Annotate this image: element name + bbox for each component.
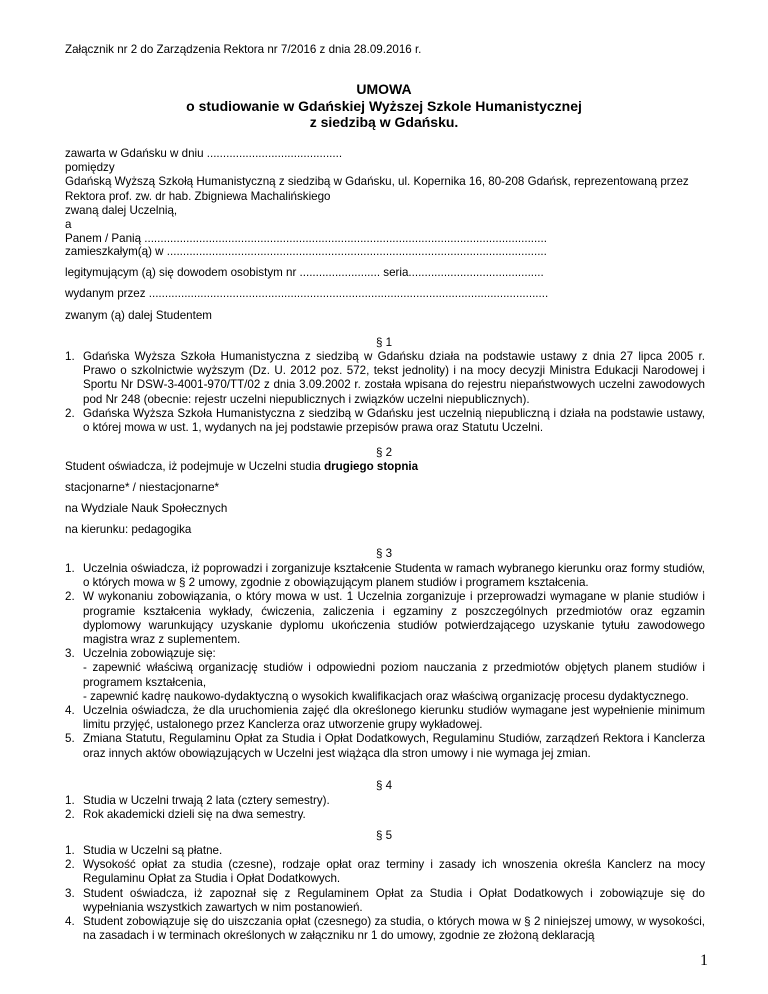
faculty-line: na Wydziale Nauk Społecznych xyxy=(65,502,228,515)
section-3-heading: § 3 xyxy=(375,547,393,560)
section-5-heading: § 5 xyxy=(375,829,393,842)
and-line: a xyxy=(65,218,72,232)
page-number: 1 xyxy=(700,952,708,969)
list-item: 5. Zmiana Statutu, Regulaminu Opłat za Studia i Opłat Dodatkowych, Regulaminu Studiów, zarządzeń Rektora i Kanclerza oraz innych aktów obowiązujących w Uczelni jest wiążąca dla stron umowy i nie wymaga jej zmian. xyxy=(65,732,705,760)
residence-line: zamieszkałym(ą) w ...................................................................................................................... xyxy=(65,245,547,258)
sub-item: - zapewnić właściwą organizację studiów i odpowiedni poziom nauczania z przedmiotów objętych planem studiów i programem kształcenia, xyxy=(83,661,705,689)
school-line-1: Gdańską Wyższą Szkołą Humanistyczną z siedzibą w Gdańsku, ul. Kopernika 16, 80-208 Gdańsk, reprezentowaną przez xyxy=(65,175,689,189)
list-item: 4. Student zobowiązuje się do uiszczania opłat (czesnego) za studia, o których mowa w § 2 niniejszej umowy, w wysokości, na zasadach i w terminach określonych w załączniku nr 1 do umowy, zgodnie ze złożoną deklaracją xyxy=(65,915,705,943)
list-item: 3. Student oświadcza, iż zapoznał się z Regulaminem Opłat za Studia i Opłat Dodatkowych i zobowiązuje się do wypełniania wszystkich zawartych w nim postanowień. xyxy=(65,886,705,914)
person-line: Panem / Panią ............................................................................................................................. xyxy=(65,232,547,246)
title-line-3: z siedzibą w Gdańsku. xyxy=(309,114,459,130)
list-item: 3. Uczelnia zobowiązuje się: - zapewnić właściwą organizację studiów i odpowiedni poziom nauczania z przedmiotów objętych planem studiów i programem kształcenia, - zapewnić kadrę naukowo-dydaktyczną o wysokich kwalifikacjach oraz właściwą organizację procesu dydaktycznego. xyxy=(65,647,705,703)
section-1-heading: § 1 xyxy=(375,336,393,349)
section-1-list xyxy=(65,350,705,435)
id-document-line: legitymującym (ą) się dowodem osobistym nr ......................... seria.......................................... xyxy=(65,266,544,279)
list-item: 2. Gdańska Wyższa Szkoła Humanistyczna z siedzibą w Gdańsku jest uczelnią niepubliczną i działa na podstawie ustawy, o której mowa w ust. 1, wydanych na jej podstawie przepisów prawa oraz Statutu Uczelni. xyxy=(65,406,705,435)
section-4-heading: § 4 xyxy=(375,779,393,792)
school-line-2: Rektora prof. zw. dr hab. Zbigniewa Machalińskiego xyxy=(65,189,331,203)
study-mode-line: stacjonarne* / niestacjonarne* xyxy=(65,481,220,494)
between-line: pomiędzy xyxy=(65,161,115,175)
field-of-study-line: na kierunku: pedagogika xyxy=(65,523,192,536)
title-line-1: UMOWA xyxy=(356,81,412,97)
list-item: 1. Gdańska Wyższa Szkoła Humanistyczna z siedzibą w Gdańsku działa na podstawie ustawy z dnia 27 lipca 2005 r. Prawo o szkolnictwie wyższym (Dz. U. 2012 poz. 572, tekst jednolity) i na mocy decyzji Ministra Edukacji Narodowej i Sportu Nr DSW-3-4001-970/TT/02 z dnia 3.09.2002 r. została wpisana do rejestru niepaństwowych uczelni zawodowych pod Nr 248 (obecnie: rejestr uczelni niepublicznych i związków uczelni niepublicznych). xyxy=(65,350,705,406)
parties-block xyxy=(65,147,705,246)
list-item: 2. Wysokość opłat za studia (czesne), rodzaje opłat oraz terminy i zasady ich wnoszenia określa Kanclerz na mocy Regulaminu Opłat za Studia i Opłat Dodatkowych. xyxy=(65,858,705,886)
title-line-2: o studiowanie w Gdańskiej Wyższej Szkole Humanistycznej xyxy=(186,97,582,114)
annex-header: Załącznik nr 2 do Zarządzenia Rektora nr 7/2016 z dnia 28.09.2016 r. xyxy=(65,43,422,56)
called-line: zwaną dalej Uczelnią, xyxy=(65,203,178,217)
section-4-list xyxy=(65,794,705,822)
studies-declaration: Student oświadcza, iż podejmuje w Uczelni studia drugiego stopnia xyxy=(65,460,419,473)
list-item: 2. W wykonaniu zobowiązania, o który mowa w ust. 1 Uczelnia zorganizuje i przeprowadzi wymagane w planie studiów i programie kształcenia wykłady, ćwiczenia, zaliczenia i egzaminy z poszczególnych przedmiotów oraz egzamin dyplomowy warunkujący uzyskanie dyplomu ukończenia studiów potwierdzającego uzyskanie tytułu zawodowego magistra wraz z suplementem. xyxy=(65,590,705,647)
list-item: 1. Uczelnia oświadcza, iż poprowadzi i zorganizuje kształcenie Studenta w ramach wybranego kierunku oraz formy studiów, o których mowa w § 2 umowy, zgodnie z obowiązującym planem studiów i programem kształcenia. xyxy=(65,562,705,590)
concluded-line: zawarta w Gdańsku w dniu .......................................... xyxy=(65,147,343,160)
section-3-list xyxy=(65,562,705,761)
list-item: 1. Studia w Uczelni trwają 2 lata (cztery semestry). xyxy=(65,794,330,807)
section-2-heading: § 2 xyxy=(375,446,393,459)
list-item: 4. Uczelnia oświadcza, że dla uruchomienia zajęć dla określonego kierunku studiów wymagane jest wypełnienie minimum limitu przyjęć, ustalonego przez Kanclerza oraz utworzenie grupy wykładowej. xyxy=(65,704,705,732)
list-item: 1. Studia w Uczelni są płatne. xyxy=(65,844,223,857)
degree-level: drugiego stopnia xyxy=(324,460,419,473)
sub-item: - zapewnić kadrę naukowo-dydaktyczną o wysokich kwalifikacjach oraz właściwą organizację procesu dydaktycznego. xyxy=(83,689,689,703)
student-line: zwanym (ą) dalej Studentem xyxy=(65,309,212,322)
section-5-list xyxy=(65,844,705,943)
contract-title xyxy=(0,81,768,131)
list-item: 2. Rok akademicki dzieli się na dwa semestry. xyxy=(65,808,306,822)
issued-by-line: wydanym przez ............................................................................................................................ xyxy=(65,287,549,300)
